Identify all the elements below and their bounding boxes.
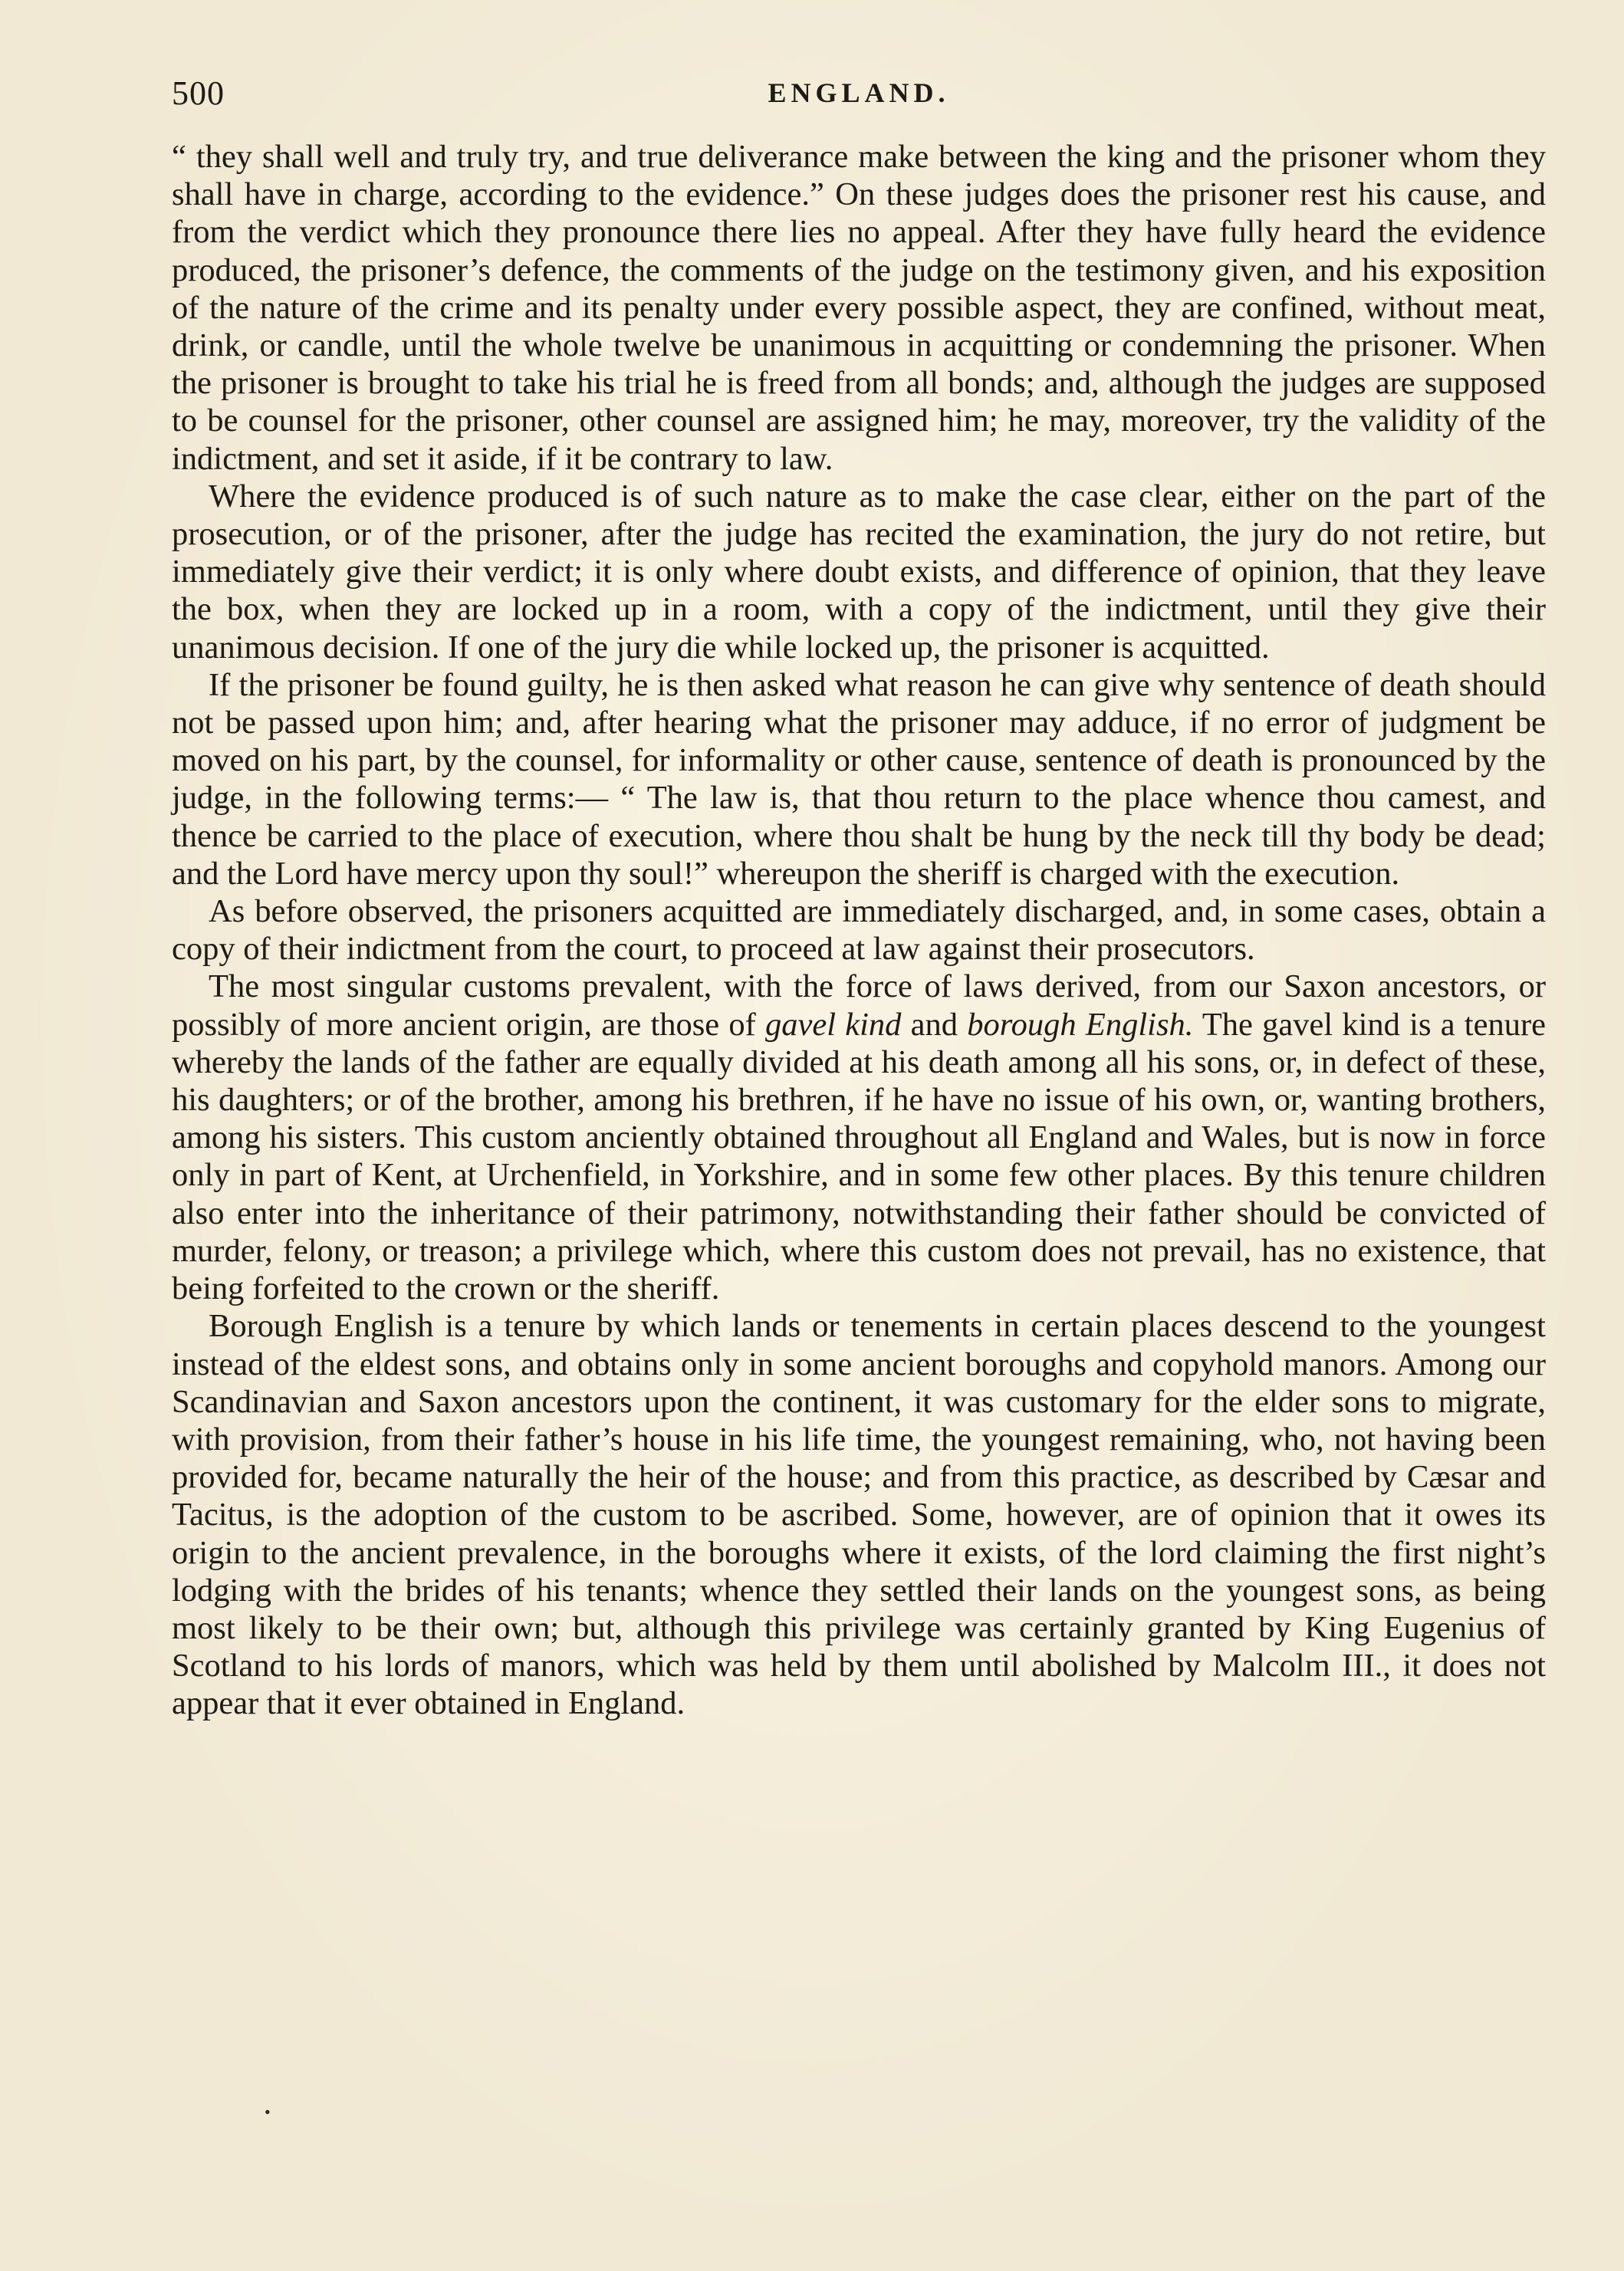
paragraph-text: Where the evidence produced is of such nature as to make the case clear, either on the part of the prosecution, or of the prisoner, after the judge has recited the examination, the jury do not retire, but immediately give their verdict; it is only where doubt exists, and difference of opinion, that they leave the box, when they are locked up in a room, with a copy of the indictment, until they give their unanimous decision. If one of the jury die while locked up, the prisoner is acquitted. (172, 478, 1546, 666)
term-borough-english: borough English. (967, 1006, 1194, 1043)
paragraph-evidence (172, 478, 1546, 666)
paragraph-sentence (172, 666, 1546, 892)
paragraph-text: The gavel kind is a tenure whereby the lands of the father are equally divided at his death among all his sons, or, in defect of these, his daughters; or of the brother, among his brethren, if he have no issue of his own, or, wanting brothers, among his sisters. This custom anciently obtained throughout all England and Wales, but is now in force only in part of Kent, at Urchenfield, in Yorkshire, and in some few other places. By this tenure children also enter into the inheritance of their patrimony, notwithstanding their father should be convicted of murder, felony, or treason; a privilege which, where this custom does not prevail, has no existence, that being forfeited to the crown or the sheriff. (172, 1006, 1546, 1307)
paragraph-text: Borough English is a tenure by which lands or tenements in certain places descend to the youngest instead of the eldest sons, and obtains only in some ancient boroughs and copyhold manors. Among our Scandinavian and Saxon ancestors upon the continent, it was customary for the elder sons to migrate, with provision, from their father’s house in his life time, the youngest remaining, who, not having been provided for, became naturally the heir of the house; and from this practice, as described by Cæsar and Tacitus, is the adoption of the custom to be ascribed. Some, however, are of opinion that it owes its origin to the ancient prevalence, in the boroughs where it exists, of the lord claiming the first night’s lodging with the brides of his tenants; whence they settled their lands on the youngest sons, as being most likely to be their own; but, although this privilege was certainly granted by King Eugenius of Scotland to his lords of manors, which was held by them until abolished by Malcolm III., it does not appear that it ever obtained in England. (172, 1308, 1546, 1722)
running-head (172, 74, 1546, 120)
paragraph-borough-english (172, 1307, 1546, 1722)
body-text (172, 138, 1546, 1723)
paragraph-gavel-kind (172, 968, 1546, 1307)
paragraph-text: If the prisoner be found guilty, he is then asked what reason he can give why sentence of death should not be passed upon him; and, after hearing what the prisoner may adduce, if no error of judgment be moved on his part, by the counsel, for informality or other cause, sentence of death is pronounced by the judge, in the following terms:— “ The law is, that thou return to the place whence thou camest, and thence be carried to the place of execution, where thou shalt be hung by the neck till thy body be dead; and the Lord have mercy upon thy soul!” whereupon the sheriff is charged with the execution. (172, 666, 1546, 892)
page-number: 500 (172, 74, 225, 112)
paragraph-text: As before observed, the prisoners acquitted are immediately discharged, and, in some cases, obtain a copy of their indictment from the court, to proceed at law against their prosecutors. (172, 893, 1546, 968)
running-title: ENGLAND. (768, 77, 950, 108)
paragraph-jury-oath (172, 138, 1546, 478)
paragraph-text: and (901, 1006, 968, 1043)
paragraph-acquitted (172, 892, 1546, 968)
paragraph-text: “ they shall well and truly try, and true deliverance make between the king and the prisoner whom they shall have in charge, according to the evidence.” On these judges does the prisoner rest his cause, and from the verdict which they pronounce there lies no appeal. After they have fully heard the evidence produced, the prisoner’s defence, the comments of the judge on the testimony given, and his exposition of the nature of the crime and its penalty under every possible aspect, they are confined, without meat, drink, or candle, until the whole twelve be unanimous in acquitting or condemning the prisoner. When the prisoner is brought to take his trial he is freed from all bonds; and, although the judges are supposed to be counsel for the prisoner, other counsel are assigned him; he may, moreover, try the validity of the indictment, and set it aside, if it be contrary to law. (172, 139, 1546, 477)
paragraph-text: The most singular customs prevalent, with the force of laws derived, from our Saxon ancestors, or possibly of more ancient origin, are those of (172, 968, 1546, 1043)
term-gavel-kind: gavel kind (765, 1006, 902, 1043)
printer-mark: • (265, 2102, 271, 2121)
